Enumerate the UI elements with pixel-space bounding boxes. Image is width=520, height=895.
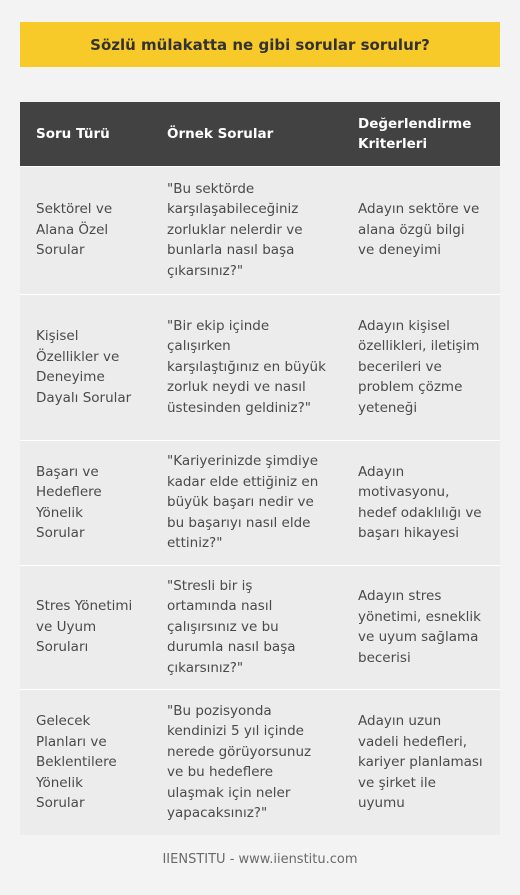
- page-title: Sözlü mülakatta ne gibi sorular sorulur?: [90, 35, 430, 54]
- cell-question-type: Stres Yönetimi ve Uyum Soruları: [20, 565, 151, 689]
- cell-evaluation-criteria: Adayın uzun vadeli hedefleri, kariyer planlaması ve şirket ile uyumu: [342, 689, 500, 835]
- cell-question-type: Sektörel ve Alana Özel Sorular: [20, 166, 151, 294]
- cell-question-type: Başarı ve Hedeflere Yönelik Sorular: [20, 440, 151, 565]
- cell-evaluation-criteria: Adayın kişisel özellikleri, iletişim becerileri ve problem çözme yeteneği: [342, 294, 500, 440]
- cell-example-question: "Kariyerinizde şimdiye kadar elde ettiğiniz en büyük başarı nedir ve bu başarıyı nasıl elde ettiniz?": [151, 440, 342, 565]
- table-row: [20, 689, 500, 835]
- table-row: [20, 294, 500, 440]
- cell-example-question: "Stresli bir iş ortamında nasıl çalışırsınız ve bu durumla nasıl başa çıkarsınız?": [151, 565, 342, 689]
- title-banner: [20, 22, 500, 67]
- cell-evaluation-criteria: Adayın stres yönetimi, esneklik ve uyum sağlama becerisi: [342, 565, 500, 689]
- cell-question-type: Kişisel Özellikler ve Deneyime Dayalı Sorular: [20, 294, 151, 440]
- header-evaluation-criteria: Değerlendirme Kriterleri: [342, 102, 500, 166]
- cell-example-question: "Bu sektörde karşılaşabileceğiniz zorluklar nelerdir ve bunlarla nasıl başa çıkarsınız?": [151, 166, 342, 294]
- cell-evaluation-criteria: Adayın sektöre ve alana özgü bilgi ve deneyimi: [342, 166, 500, 294]
- cell-example-question: "Bir ekip içinde çalışırken karşılaştığınız en büyük zorluk neydi ve nasıl üstesinden geldiniz?": [151, 294, 342, 440]
- cell-example-question: "Bu pozisyonda kendinizi 5 yıl içinde nerede görüyorsunuz ve bu hedeflere ulaşmak için neler yapacaksınız?": [151, 689, 342, 835]
- table-row: [20, 166, 500, 294]
- table-row: [20, 565, 500, 689]
- cell-question-type: Gelecek Planları ve Beklentilere Yönelik Sorular: [20, 689, 151, 835]
- header-example-questions: Örnek Sorular: [151, 102, 342, 166]
- header-question-type: Soru Türü: [20, 102, 151, 166]
- interview-questions-table: [20, 102, 500, 835]
- cell-evaluation-criteria: Adayın motivasyonu, hedef odaklılığı ve başarı hikayesi: [342, 440, 500, 565]
- footer-credit: IIENSTITU - www.iienstitu.com: [162, 852, 358, 867]
- table-row: [20, 440, 500, 565]
- table-header-row: [20, 102, 500, 166]
